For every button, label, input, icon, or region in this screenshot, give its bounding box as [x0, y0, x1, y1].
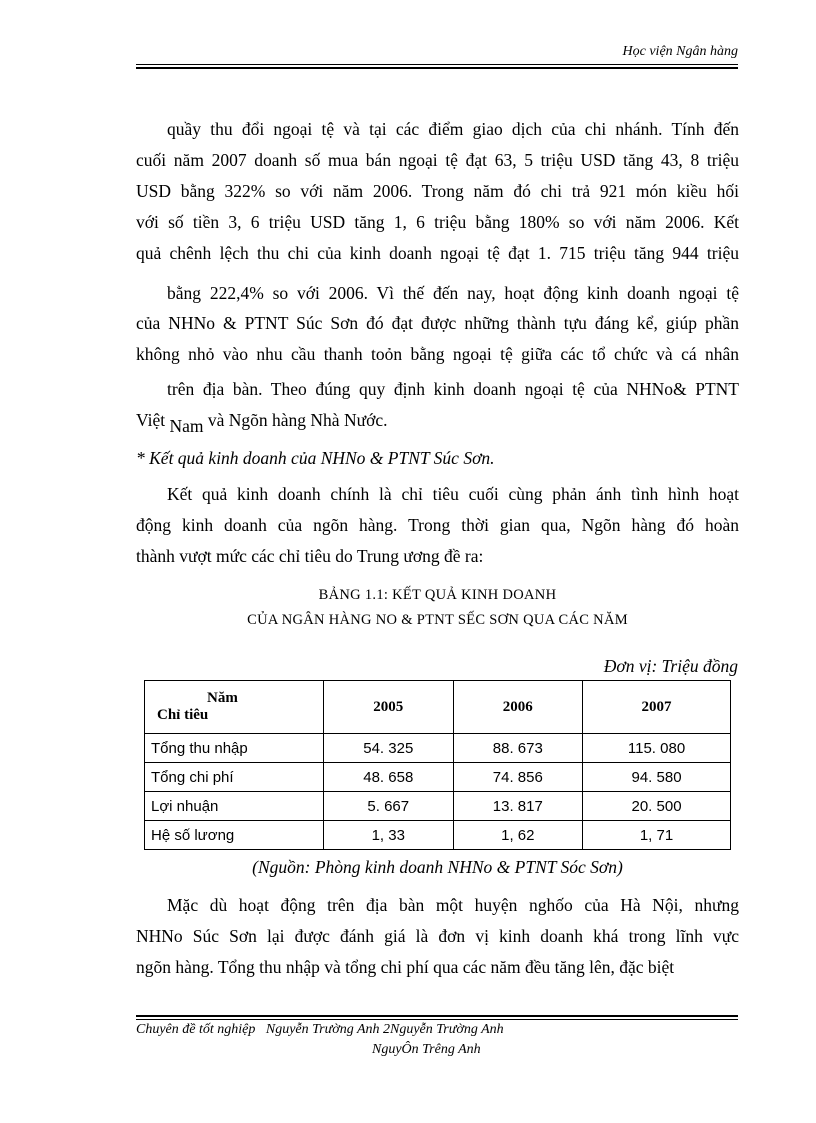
header-rule-top	[136, 64, 738, 65]
cell-value: 1, 71	[583, 821, 731, 850]
cell-value: 1, 33	[324, 821, 454, 850]
body-line: quả chênh lệch thu chi của kinh doanh ngoại tệ đạt 1. 715 triệu tăng 944 triệu	[136, 243, 739, 263]
cell-value: 54. 325	[324, 734, 454, 763]
table-title-line2: CỦA NGÂN HÀNG NO & PTNT SẾC SƠN QUA CÁC NĂM	[247, 612, 628, 628]
header-institution: Học viện Ngân hàng	[622, 44, 738, 59]
body-line: của NHNo & PTNT Súc Sơn đó đạt được những thành tựu đáng kể, giúp phần	[136, 313, 739, 333]
year-header: 2007	[583, 681, 731, 734]
cell-value: 74. 856	[453, 763, 583, 792]
year-header: 2006	[453, 681, 583, 734]
table-corner-cell	[145, 681, 324, 734]
year-header: 2005	[324, 681, 454, 734]
table-source: (Nguồn: Phòng kinh doanh NHNo & PTNT Sóc Sơn)	[252, 857, 623, 877]
body-line: cuối năm 2007 doanh số mua bán ngoại tệ đạt 63, 5 triệu USD tăng 43, 8 triệu	[136, 150, 739, 170]
table-row	[145, 821, 731, 850]
footer-rule-bottom	[136, 1019, 738, 1020]
section-bullet: * Kết quả kinh doanh của NHNo & PTNT Súc Sơn.	[136, 448, 495, 468]
body-line: USD bằng 322% so với năm 2006. Trong năm đó chi trả 921 món kiều hối	[136, 181, 739, 201]
body-word-subscript: Nam	[169, 416, 204, 436]
row-label: Hệ số lương	[145, 821, 324, 850]
cell-value: 94. 580	[583, 763, 731, 792]
row-label: Tổng thu nhập	[145, 734, 324, 763]
cell-value: 13. 817	[453, 792, 583, 821]
body-line: với số tiền 3, 6 triệu USD tăng 1, 6 triệu bằng 180% so với năm 2006. Kết	[136, 212, 739, 232]
cell-value: 88. 673	[453, 734, 583, 763]
body-line: động kinh doanh của ngõn hàng. Trong thời gian qua, Ngõn hàng đó hoàn	[136, 515, 739, 535]
body-line: bằng 222,4% so với 2006. Vì thế đến nay, hoạt động kinh doanh ngoại tệ	[167, 283, 739, 303]
table-row	[145, 734, 731, 763]
cell-value: 1, 62	[453, 821, 583, 850]
table-header-row	[145, 681, 731, 734]
body-line: thành vượt mức các chỉ tiêu do Trung ương đề ra:	[136, 546, 484, 566]
body-line: quầy thu đổi ngoại tệ và tại các điểm giao dịch của chi nhánh. Tính đến	[167, 119, 739, 139]
body-word: và Ngõn hàng Nhà Nước.	[207, 410, 388, 430]
footer-rule-top	[136, 1015, 738, 1017]
header-rule-bottom	[136, 67, 738, 69]
body-line: Kết quả kinh doanh chính là chỉ tiêu cuối cùng phản ánh tình hình hoạt	[167, 484, 739, 504]
cell-value: 5. 667	[324, 792, 454, 821]
corner-year-label: Năm	[207, 690, 238, 706]
body-line-last	[136, 410, 739, 436]
table-unit: Đơn vị: Triệu đồng	[603, 656, 738, 676]
results-table	[144, 680, 731, 850]
cell-value: 48. 658	[324, 763, 454, 792]
body-line: không nhỏ vào nhu cầu thanh toỏn bằng ngoại tệ giữa các tổ chức và cá nhân	[136, 344, 739, 364]
body-line: NHNo Súc Sơn lại được đánh giá là đơn vị kinh doanh khá trong lĩnh vực	[136, 926, 739, 946]
table-title-line1: BẢNG 1.1: KẾT QUẢ KINH DOANH	[318, 587, 557, 603]
body-line: Mặc dù hoạt động trên địa bàn một huyện nghốo của Hà Nội, nhưng	[167, 895, 739, 915]
row-label: Tổng chi phí	[145, 763, 324, 792]
table-row	[145, 792, 731, 821]
row-label: Lợi nhuận	[145, 792, 324, 821]
cell-value: 115. 080	[583, 734, 731, 763]
body-line: trên địa bàn. Theo đúng quy định kinh doanh ngoại tệ của NHNo& PTNT	[167, 379, 739, 399]
body-word: Việt	[136, 410, 166, 430]
corner-metric-label: Chỉ tiêu	[157, 707, 209, 723]
footer-line1: Chuyên đề tốt nghiệp Nguyễn Trường Anh 2Nguyễn Trường Anh	[136, 1022, 504, 1037]
footer-line2: NguyÔn Trêng Anh	[372, 1042, 481, 1057]
body-line: ngõn hàng. Tổng thu nhập và tổng chi phí qua các năm đều tăng lên, đặc biệt	[136, 957, 675, 977]
cell-value: 20. 500	[583, 792, 731, 821]
table-row	[145, 763, 731, 792]
